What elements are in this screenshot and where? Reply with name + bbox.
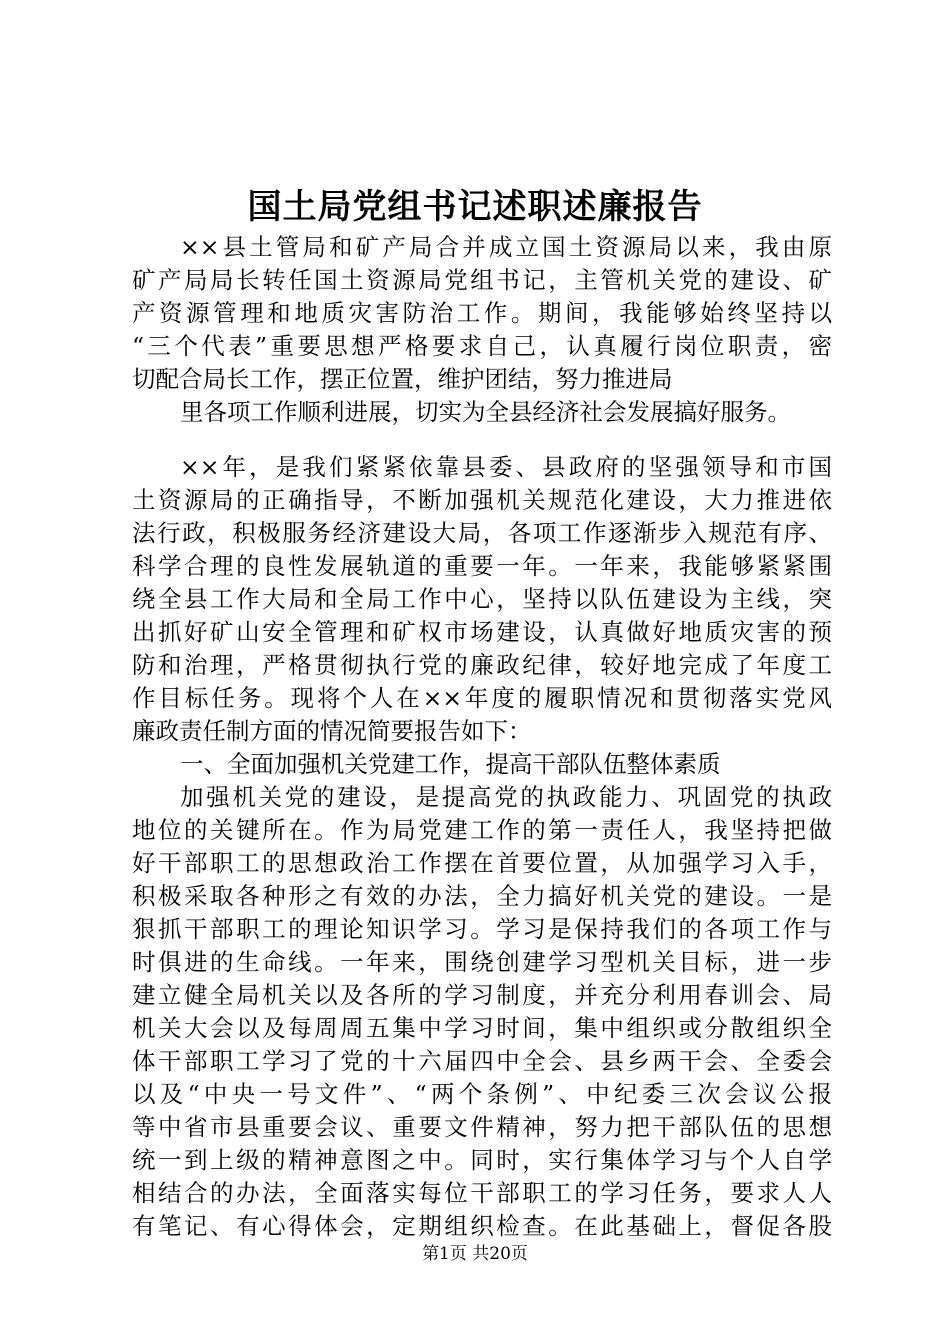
page-number-footer: 第1页 共20页 (422, 1244, 528, 1264)
paragraph-2-line-1: 里各项工作顺利进展，切实为全县经济社会发展搞好服务。 (180, 398, 791, 426)
paragraph-4-line-3: 好干部职工的思想政治工作摆在首要位置，从加强学习入手， (132, 849, 832, 877)
paragraph-1-line-1: ××县土管局和矿产局合并成立国土资源局以来，我由原 (180, 233, 832, 261)
paragraph-4-line-1: 加强机关党的建设，是提高党的执政能力、巩固党的执政 (180, 783, 832, 811)
paragraph-4-line-6: 时俱进的生命线。一年来，围绕创建学习型机关目标，进一步 (132, 948, 832, 976)
section-heading-1: 一、全面加强机关党建工作，提高干部队伍整体素质 (180, 750, 721, 778)
document-title: 国土局党组书记述职述廉报告 (247, 187, 703, 227)
paragraph-3-line-5: 绕全县工作大局和全局工作中心，坚持以队伍建设为主线，突 (132, 585, 832, 613)
paragraph-1-line-4: “三个代表”重要思想严格要求自己，认真履行岗位职责，密 (132, 332, 832, 360)
paragraph-4-line-5: 狠抓干部职工的理论知识学习。学习是保持我们的各项工作与 (132, 915, 832, 943)
paragraph-4-line-14: 有笔记、有心得体会，定期组织检查。在此基础上，督促各股 (132, 1212, 832, 1240)
paragraph-1-line-2: 矿产局局长转任国土资源局党组书记，主管机关党的建设、矿 (132, 266, 832, 294)
paragraph-3-line-6: 出抓好矿山安全管理和矿权市场建设，认真做好地质灾害的预 (132, 618, 832, 646)
paragraph-4-line-10: 以及“中央一号文件”、“两个条例”、中纪委三次会议公报 (132, 1080, 832, 1108)
paragraph-4-line-8: 机关大会以及每周周五集中学习时间，集中组织或分散组织全 (132, 1014, 832, 1042)
paragraph-3-line-1: ××年，是我们紧紧依靠县委、县政府的坚强领导和市国 (180, 453, 832, 481)
paragraph-1-line-3: 产资源管理和地质灾害防治工作。期间，我能够始终坚持以 (132, 299, 832, 327)
paragraph-4-line-12: 统一到上级的精神意图之中。同时，实行集体学习与个人自学 (132, 1146, 832, 1174)
paragraph-1-line-5: 切配合局长工作，摆正位置，维护团结，努力推进局 (132, 365, 673, 393)
paragraph-3-line-4: 科学合理的良性发展轨道的重要一年。一年来，我能够紧紧围 (132, 552, 832, 580)
paragraph-3-line-3: 法行政，积极服务经济建设大局，各项工作逐渐步入规范有序、 (132, 519, 832, 547)
paragraph-3-line-7: 防和治理，严格贯彻执行党的廉政纪律，较好地完成了年度工 (132, 651, 832, 679)
paragraph-3-line-8: 作目标任务。现将个人在××年度的履职情况和贯彻落实党风 (132, 684, 832, 712)
paragraph-3-line-9: 廉政责任制方面的情况简要报告如下： (132, 717, 532, 745)
paragraph-4-line-4: 积极采取各种形之有效的办法，全力搞好机关党的建设。一是 (132, 882, 832, 910)
paragraph-4-line-2: 地位的关键所在。作为局党建工作的第一责任人，我坚持把做 (132, 816, 832, 844)
paragraph-4-line-9: 体干部职工学习了党的十六届四中全会、县乡两干会、全委会 (132, 1047, 832, 1075)
paragraph-4-line-13: 相结合的办法，全面落实每位干部职工的学习任务，要求人人 (132, 1179, 832, 1207)
paragraph-4-line-11: 等中省市县重要会议、重要文件精神，努力把干部队伍的思想 (132, 1113, 832, 1141)
paragraph-3-line-2: 土资源局的正确指导，不断加强机关规范化建设，大力推进依 (132, 486, 832, 514)
paragraph-4-line-7: 建立健全局机关以及各所的学习制度，并充分利用春训会、局 (132, 981, 832, 1009)
